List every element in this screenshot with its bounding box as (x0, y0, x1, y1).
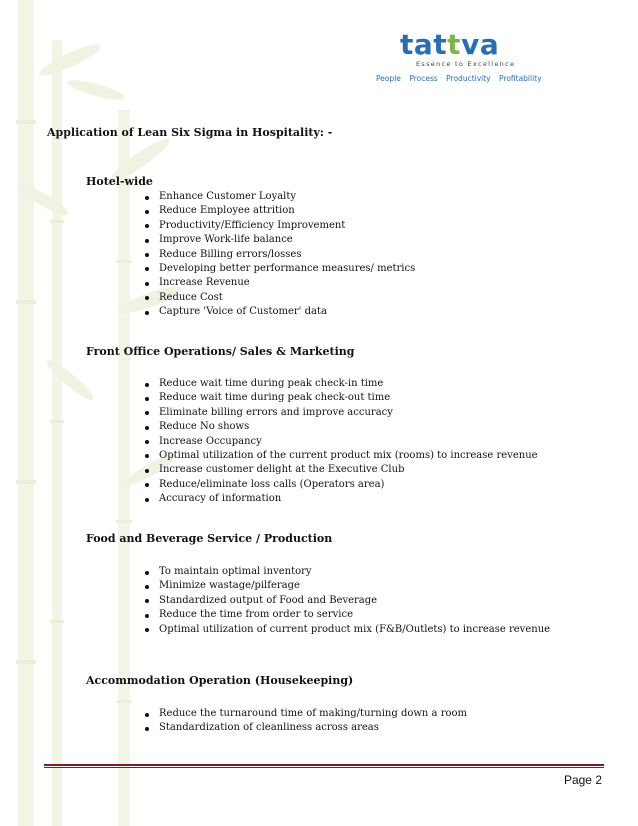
list-item: Reduce wait time during peak check-out time (145, 391, 538, 405)
list-item: Optimal utilization of current product mix (F&B/Outlets) to increase revenue (145, 623, 550, 637)
list-item: Improve Work-life balance (145, 233, 415, 247)
list-item: Capture 'Voice of Customer' data (145, 305, 415, 319)
section-heading-hotel-wide: Hotel-wide (86, 175, 153, 188)
list-item: Reduce/eliminate loss calls (Operators area) (145, 478, 538, 492)
list-item: Increase Revenue (145, 276, 415, 290)
page-number: Page 2 (563, 773, 602, 787)
list-item: Minimize wastage/pilferage (145, 579, 550, 593)
list-item: To maintain optimal inventory (145, 565, 550, 579)
logo-wordmark: tattva (400, 28, 500, 61)
list-item: Standardized output of Food and Beverage (145, 594, 550, 608)
bullet-list-food-beverage (145, 565, 550, 637)
list-item: Reduce Billing errors/losses (145, 248, 415, 262)
bullet-list-front-office (145, 377, 538, 507)
list-item: Enhance Customer Loyalty (145, 190, 415, 204)
list-item: Accuracy of information (145, 492, 538, 506)
logo-value: Profitability (499, 74, 542, 83)
footer-rule (44, 764, 604, 766)
list-item: Developing better performance measures/ metrics (145, 262, 415, 276)
section-heading-front-office: Front Office Operations/ Sales & Marketing (86, 345, 355, 358)
list-item: Increase customer delight at the Executive Club (145, 463, 538, 477)
list-item: Reduce No shows (145, 420, 538, 434)
list-item: Reduce the turnaround time of making/turning down a room (145, 707, 467, 721)
bullet-list-accommodation (145, 707, 467, 736)
logo-value: People (376, 74, 401, 83)
document-title: Application of Lean Six Sigma in Hospitality: - (47, 126, 333, 139)
list-item: Reduce the time from order to service (145, 608, 550, 622)
logo-tagline: Essence to Excellence (416, 60, 516, 68)
tattva-logo (372, 28, 542, 90)
list-item: Increase Occupancy (145, 435, 538, 449)
list-item: Eliminate billing errors and improve accuracy (145, 406, 538, 420)
logo-value: Productivity (446, 74, 491, 83)
list-item: Reduce Employee attrition (145, 204, 415, 218)
logo-values (376, 74, 548, 83)
list-item: Productivity/Efficiency Improvement (145, 219, 415, 233)
section-heading-accommodation: Accommodation Operation (Housekeeping) (86, 674, 354, 687)
bullet-list-hotel-wide (145, 190, 415, 320)
list-item: Standardization of cleanliness across areas (145, 721, 467, 735)
logo-value: Process (409, 74, 438, 83)
footer-rule-thin (44, 767, 604, 768)
section-heading-food-beverage: Food and Beverage Service / Production (86, 532, 333, 545)
list-item: Optimal utilization of the current product mix (rooms) to increase revenue (145, 449, 538, 463)
list-item: Reduce Cost (145, 291, 415, 305)
list-item: Reduce wait time during peak check-in time (145, 377, 538, 391)
